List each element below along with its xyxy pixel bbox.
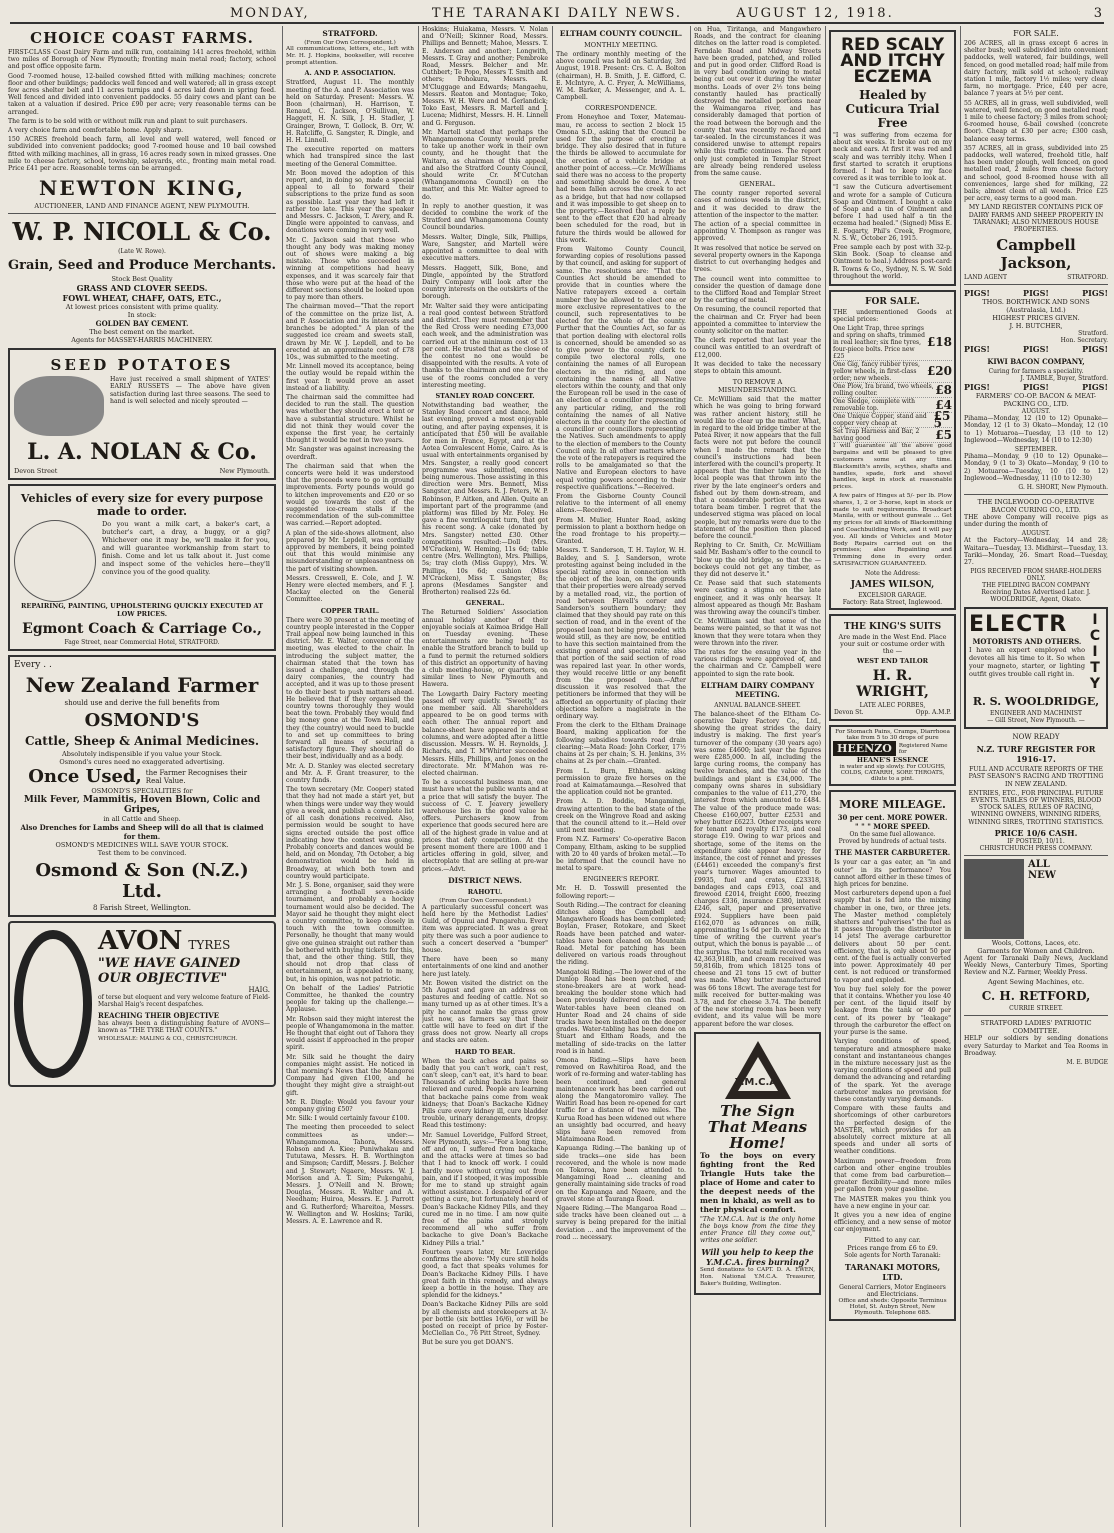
kings-name: H. R. WRIGHT, [856,668,929,701]
paragraph: It was decided to take the necessary steps to obtain this amount. [694,360,821,375]
turf-post: IF POSTED, 10/11. [1007,837,1065,845]
nicoll-line: In stock: [127,311,157,320]
mileage-title: MORE MILEAGE. [839,798,946,812]
borthwick-1: THOS. BORTHWICK AND SONS (Australasia, Ltd.) [982,298,1090,315]
masthead-page: 3 [1093,5,1104,21]
paragraph: From N.Z. Farmers' Co-operative Bacon Company, Eltham, asking to be supplied with 20 to 40 yards of broken metal.—To be informed that the council have no metal to spare. [556,836,686,873]
avon-reach: REACHING THEIR OBJECTIVE [98,1010,220,1020]
all-new-1: ALL [1028,858,1050,870]
ingle-note: PIGS RECEIVED FROM SHARE-HOLDERS ONLY. [970,568,1102,583]
electricity-ad [964,607,1108,729]
hard-head: HARD TO BEAR. [454,1047,516,1056]
heenzo-ess: HEANE'S ESSENCE [856,756,929,765]
campbell-sub: LAND AGENT [964,274,1008,282]
masthead-title: THE TARANAKI DAILY NEWS. [431,5,683,21]
divider [8,213,276,214]
paragraph: From Waitomo County Council, forwarding copies of resolutions passed by that council, and asking for support of same. The resolutions are: "That the Counties Act should be amended to provide that in counties where the Native ratepayers exceed a certain number they be allowed to elect one or more exclusive representatives to the council, such representatives to be elected for the whole of the county. Further that the Counties Act, so far as that portion dealing with electoral rolls is concerned, should be amended so as to give power to the county clerk to compile two electoral rolls, one containing the names of all European electors in the riding, and one containing the names of all Native electors within the county, and that only the European roll be used in the case of an election of a councillor representing any particular riding, and the roll containing the names of all Native electors in the county for the election of a councillor or councillors representing the Natives. Such amendments to apply to the election of members to the County Council only. In all other matters where the vote of the ratepayers is required the rolls to be amalgamated so that the Native and European electors to have equal voting powers according to their respective qualifications."—Received. [556,246,686,491]
paragraph: On resuming, the council reported that the chairman and Cr. Fryer had been appointed a committee to interview the county solicitor on the matter. [694,306,821,335]
column-1 [8,26,276,1527]
rahotu-head: RAHOTU. [467,887,503,896]
newton-king-sub: AUCTIONEER, LAND AND FINANCE AGENT, NEW PLYMOUTH. [34,202,250,211]
avon-small2: has always been a distinguishing feature of AVONS—known as "THE TYRE THAT COUNTS." [98,1019,270,1034]
paragraph: Most carbureters depend upon a fuel supply that is fed into the mixing chamber in one, two, or three jets. The Master method completely shatters and "pulverises" the fuel as it passes through the distributor in 14 jets! The average carburettor delivers about 50 per cent. efficiency, that is, only about 50 per cent. of the fuel is actually converted into power. Approximately 40 per cent. is not reduced or transformed to vapor and exploded. [834,890,951,984]
paragraph: The action of a special committee in appointing V. Thompson as ranger was approved. [694,221,821,243]
master-carbureter-ad [829,790,956,1320]
avon-tyres-ad [8,921,276,1087]
paragraph: The MASTER makes you think you have a new engine in your car. [834,1195,951,1210]
paragraph: Doan's Backache Kidney Pills are sold by all chemists and storekeepers at 3/- per bottle (six bottles 16/6), or will be posted on receipt of price by Foster-McClellan Co., 76 Pitt Street, Sydney. [422,1301,548,1338]
column-rule [282,26,283,1527]
ingle-aug: AUGUST. [1021,530,1051,538]
retford-p1: Wools, Cottons, Laces, etc. [991,938,1081,947]
pigs-row: PIGS! PIGS! PIGS! [964,288,1108,299]
nicoll-line: At lowest prices consistent with prime quality. [65,303,219,312]
paragraph: Varying conditions of speed, temperature and atmosphere make constant and instantaneous changes in the mixture necessary just as the varying conditions of speed and pull demand the advancing and retarding of the spark. Yet the average carburetor makes no provision for these constantly varying demands. [834,1038,951,1103]
kings-street: Devon St. [834,709,864,717]
paragraph: Cr. Pease said that such statements were casting a stigma on the late engineer, and it was only hearsay. It almost appeared as though Mr. Basham was throwing away the council's timber. [694,580,821,617]
corr-head: CORRESPONDENCE. [584,104,658,113]
paragraph: Messrs. T. Sanderson, T. H. Taylor, W. H. Baldey, and S. J. Sanderson, wrote protesting against being included in the special rating area in connection with the object of the loan, on the grounds that their properties were already served by a metalled road, viz., the portion of road between Flavell's corner and Sanderson's southern boundary; they claimed that they should pay rate on this section of road, and in the event of the proposed loan not being proceeded with would still, as they are now, be entitled to have this section maintained from the existing general and special rate; also that portion of the said section of road was repaired last year. In other words, they would receive little or any benefit from the proposed loan.—After discussion it was resolved that the petitioners be informed that they will be afforded an opportunity of placing their objections before a magistrate in the ordinary way. [556,547,686,721]
paragraph: The meeting then proceeded to select committees as under:—Whangamomona, Tahora, Messrs. Robson and A. Kiee; Puniwhakau and Tututawa, Messrs. H. B. Worthington and Simpson; Cardiff, Messrs. J. Belcher and J. Stewart; Ngaere, Messrs. W. J. Morison and A. T. Sim; Pukengahu, Messrs. J. O'Neill and N. Brown; Douglas, Messrs. R. Walter and A. Needham; Huiroa, Messrs. E. J. Parrott and G. Rutherford; Whareitoa, Messrs. W. Wellington and W. Hoskins; Tariki, Messrs. A. E. Lawrence and R. [286,1124,414,1226]
nicoll-name: W. P. NICOLL & Co. [12,217,272,247]
paragraph: From the clerk to the Eltham Drainage Board, making application for the following subsidies towards road drain clearing:—Mata Road: John Corker, 17½ chains at 2s per chain; S. H. Jenkins, 3½ chains at 2s per chain.—Granted. [556,722,686,766]
paragraph: Messrs. Walter, Dingle, Silk, Phillips, Ware, Sangster, and Martell were appointed a committee to deal with executive matters. [422,233,548,263]
potato-image [14,376,104,436]
balance-sheet-head: ANNUAL BALANCE-SHEET. [714,701,801,709]
column-rule [825,26,826,1527]
carb-agents: Sole agents for North Taranaki: [844,1251,941,1259]
kings-suits-ad [829,614,956,722]
paragraph: Messrs. Cresswell, E. Cole, and J. W. Henry were elected members, and F. J. Mackay elected on the General Committee. [286,574,414,604]
nolan-name: L. A. NOLAN & Co. [27,439,257,466]
paragraph: Mr. Robson said they might interest the people of Whangamomona in the matter. He thought that eight out of Tahora they would assist if approached in the proper spirit. [286,1015,414,1052]
paragraph: There have been so many entertainments of one kind and another here just lately. [422,956,548,978]
eng-head: ENGINEER'S REPORT. [582,875,660,884]
ymca-help: Will you help to keep the Y.M.C.A. fires burning? [701,1246,814,1267]
heenzo-p: in water and sip slowly. For COUGHS, COLDS, CATARRH, SORE THROATS, dilute to a pint. [839,764,946,783]
ladies-sig: M. E. BUDGE [1066,1058,1108,1066]
ladies-title: STRATFORD LADIES' PATRIOTIC COMMITTEE. [980,1019,1092,1036]
ymca-p1: To the boys on every fighting front the Red Triangle Huts take the place of Home and cater to the deepest needs of the men in khaki, as well as to their physical comfort. [700,1150,815,1214]
paragraph: Mr. Silk: I would certainly favour £100. [286,1115,410,1123]
misunderstanding-head: TO REMOVE A MISUNDERSTANDING. [718,378,797,395]
paragraph: Stratford, August 11. The monthly meeting of the A. and P. Association was held on Saturday. Present: Messrs. W. Boon (chairman), H. Harrison, T. Renaud, C. Jackson, O'Sullivan, W. Haggett, H. N. Silk, J. H. Stadler, J. Grainger, Brown, T. Gollock, B. Orr, W. H. Ratcliffe, G. Sangster, R. Dingle, and H. H. Linnell. [286,79,414,145]
paragraph: Mr. Boon moved the adoption of this report, and, in doing so, made a special appeal to all to forward their subscriptions to the prize fund as soon as possible. Last year they had left it rather too late. This year the speaker and Messrs. C. Jackson, T. Avery, and R. Dingle were appointed to canvass, and donations were coming in very well. [286,169,414,235]
forsale-item: One Unique Copper, stand and copper very cheap at £5 5 [833,409,951,431]
farmers-aug-list: Pihama—Monday, 12 (10 to 12) Opunake—Monday, 12 (1 to 3) Okato—Monday, 12 (10 to 1) Motuaroa—Tuesday, 13 (10 to 12) Inglewood—Wednesday, 14 (10 to 12:30) [964,415,1108,444]
now-ready: NOW READY [1012,733,1060,742]
column-2 [286,26,414,1527]
retford-name: C. H. RETFORD, [981,989,1091,1004]
paragraph: "I saw the Cuticura advertisement and wrote for a sample of Cuticura Soap and Ointment. I bought a cake of Soap and a tin of Ointment and before I had used half a tin the eczema had healed." (Signed) Miss E. E. Fogarty, Phil's Creek, Frogmore, N. S. W., October 26, 1915. [833,184,952,242]
masthead [10,4,1104,24]
paragraph: From M. Mulier, Hunter Road, asking permission to plant a boxthorn hedge on the road frontage to his property.—Granted. [556,516,686,546]
carb-gen: General Carriers, Motor Engineers and Electricians. [839,1283,946,1298]
fielding-p: Receiving Dates Advertised Later. J. WOOLDRIDGE, Agent, Okato. [981,589,1091,604]
paragraph: Mr. Walter said they were anticipating a real good contest between Stratford and district. They must remember that the Red Cross were needing £73,000 each week, and the administration was carried out at the minimum cost of 13 per cent. He trusted that as the close of the contest no one would be disappointed with the results. A vote of thanks to the chairman and one for the use of the rooms concluded a very interesting meeting. [422,302,548,389]
kings-title: THE KING'S SUITS [843,621,942,632]
nicoll-line: Agents for MASSEY-HARRIS MACHINERY. [71,336,213,345]
paragraph: The town secretary (Mr. Cooper) stated that they had not made a start yet, but when things were under way they would give a week, and publish a complete list of all cash donations received. Also, permission would be sought to have signs erected outside the post office indicating how the contest was going. Probably concerts and dances would be held, and on Monday, 7th October, a big demonstration would be held in Broadway, at which both town and country would participate. [286,786,414,880]
paragraph: Mr. A. D. Stanley was elected secretary and Mr. A. F. Grant treasurer, to the country funds. [286,762,414,785]
stratford-from: (From Our Own Correspondent.) [304,40,396,46]
paragraph: Omona Riding.—Slips have been removed on Rawhitiroa Road, and the work of re-forming and water-tabling has been continued, and general maintenance work has been carried out along the Mangatoromiro valley. The Waitiri Road has been re-opened for cart traffic for a distance of two miles. The Kurua Road has been widened out where an unsightly bad occurred, and heavy slips have been removed from Mataimoana Road. [556,1057,686,1144]
monthly-head: MONTHLY MEETING. [584,41,658,49]
cuticura-ad [829,30,956,286]
paragraph: The clerk reported that last year the council was entitled to an overdraft of £12,000. [694,337,821,359]
paragraph: Notwithstanding bad weather, the Stanley Road concert and dance, held last evening, proved a most enjoyable outing, and after paying expenses, it is anticipated that £50 will be available for men in France, Egypt, and at the Aotea Convalescent Home, Cairo. As is usual with entertainments organised by Mrs. Sangster, a really good concert programme was submitted, encores being numerous. Those assisting in this direction were Mrs. Bennett, Miss Sangster, and Messrs. R. J. Peters, W. P. Robinson, P. Aitken, and Allen. Quite an important part of the programme (and platform) was filled by Mr. Foley. He gave a fine ventriloquist turn, that got his recent song. A cake (donated by Mrs. Sangster) netted £30. Other competitions resulted:—Doll (Mrs. M'Cracken), W. Heming, 11s 6d; table centre (Mrs. Wellington), Mrs. Phillips, 5s; tray cloth (Miss Guppy), Mrs. W. Phillips, 10s 6d; cushion (Miss M'Cracken), Miss T. Sangster, 8s; aprons (Mesdames Sangster and Brotherton) realised 22s 6d. [422,401,548,597]
tyre-illustration [14,930,92,1078]
nzf-sub: should use and derive the full benefits from [64,699,220,708]
paragraph: Cr. McWilliam said that some of the beams were painted, so that it was not known that they were totara when they were thrown into the river. [694,618,821,647]
paragraph: From L. Burn, Ethham, asking permission to graze five horses on the road at Kaimatamaunga.—Resolved that the application could not be granted. [556,767,686,797]
column-rule [552,26,553,1527]
osmond-once: Once Used, [28,766,142,788]
avon-foot: WHOLESALE: MALING & CO., CHRISTCHURCH. [98,1036,238,1043]
borthwick-4: Stratford. [1078,330,1108,338]
nicoll-line: The best cement on the market. [89,328,195,337]
nicoll-line: Stock Best Quality [111,275,173,284]
eczema-title: RED SCALY AND ITCHY ECZEMA [840,35,945,87]
paragraph: Mr. J. S. Bone, organiser, said they were arranging a football seven-a-side tournament, and probably a hockey tournament would also be decided. The Mayor said he thought they might elect a country committee, to keep closely in touch with the town committee. Personally, he thought that many would give one guinea straight out rather than be bothered with buying tickets for this, that, and the other thing. Still, they should not drop that class of entertainment, as it appealed to many, but, in his opinion, was not patriotic. [286,881,414,983]
masthead-day: MONDAY, [230,5,310,21]
paragraph: The executive reported on matters which had transpired since the last meeting of the General Committee. [286,146,414,168]
mileage-30: 30 per cent. MORE POWER. [837,813,948,823]
egmont-name: Egmont Coach & Carriage Co., [22,621,262,638]
turf-p2: ENTRIES, ETC., FOR PRINCIPAL FUTURE EVENTS. TABLES OF WINNERS, BLOOD STOCK SALES, RULES OF RACING, WINNING OWNERS, WINNING RIDERS, WINNING SIRES, TROTTING STATISTICS. [968,789,1104,826]
nicoll-line: FOWL WHEAT, CHAFF, OATS, ETC., [62,293,222,304]
paragraph: The council went into committee to consider the question of damage done to the Clifford Road and Templar Street by the carting of metal. [694,275,821,305]
paragraph: From A. D. Boddie, Mangamingi, drawing attention to the bad state of the creek on the Wingrove Road and asking that the council attend to it.—Held over until next meeting. [556,798,686,835]
kings-p1: Are made in the West End. Place your suit or costume order with the — [838,632,947,656]
paragraph: A particularly successful concert was held here by the Methodist Ladies' Guild, of Opunui and Pungarehu. Every item was appreciated. It was a great pity there was such a poor audience to such a concert deserved a "bumper" house. [422,903,548,954]
column-7 [964,26,1108,1527]
paragraph: Mr. R. Dingle: Would you favour your company giving £50? [286,1098,414,1114]
vehicles-body: Do you want a milk cart, a baker's cart, a butcher's cart, a dray, a buggy, or a gig? Whichever one it may be, we'll make it for you, and will guarantee workmanship from start to finish. Come and let us talk about it. Just come and inspect some of the vehicles here—they'll convince you of the good quality. [102,520,270,577]
rahotu-from: (From Our Own Correspondent.) [439,897,531,904]
borthwick-3: J. H. BUTCHER, [1009,322,1063,331]
kings-west: WEST END TAILOR [856,657,929,666]
paragraph: On behalf of the Ladies' Patriotic Committee, he thanked the country people for taking up the challenge.—Applause. [286,984,414,1014]
ap-head: A. AND P. ASSOCIATION. [304,69,396,78]
paragraph: From Honeyhoe and Toxer, Matemau-mau, re access to section 2 block 15 Omona S.D., asking that the Council be used for the purpose of erecting a bridge. They also desired that in future the thirds be allowed to accumulate for the erection of a vehicle bridge at another point of access.—Cr. McWilliams said there was no access to the property and something should be done. A tree had been fallen across the creek to act as a bridge, but that had now collapsed and it was impossible to get sheep on to the property.—Resolved that a reply be sent to the effect that £20 had already been scheduled for the road, but in future the thirds would be allowed for this work. [556,114,686,244]
osmond-drench: Also Drenches for Lambs and Sheep will do all that is claimed for them. [20,823,264,842]
electric-motor: MOTORISTS AND OTHERS. [972,637,1082,647]
paragraph: Mr. Silk said he thought the dairy companies might assist. He noticed in that morning's News that the Mangorei Company had given £100, and he thought they might give a straight-out gift. [286,1053,414,1097]
paragraph: But be sure you get DOAN'S. [422,1339,514,1347]
heenzo-head: For Stomach Pains, Cramps, Diarrhoea take from 5 to 30 drops of pure [835,729,950,742]
stanley-head: STANLEY ROAD CONCERT. [435,391,535,400]
forsale-list [833,325,952,443]
paragraph: Kapuanga Riding.—The banking up of side tracks—one side has been recovered, and the whole is now made on Tokoroa, have been attended to. Mangamingi Road ... cleaning and generally maintaining side tracks of road on the Kapuanga and Ngaere, and the gravel stone at Tauranga Road. [556,1145,686,1203]
carb-price: Prices range from £6 to £9. [847,1243,938,1252]
wilson-addr: Factory: Rata Street, Inglewood. [842,598,943,606]
retford-ad [964,859,1108,939]
borthwick-2: HIGHEST PRICES GIVEN. [992,314,1080,323]
ingle-list: At the Factory—Wednesday, 14 and 28; Waitara—Tuesday, 13. Midhirst—Tuesday, 13. Tariki—Monday, 26. Smart Road—Tuesday, 27. [964,537,1108,566]
all-new-2: NEW [1028,869,1056,881]
cart-illustration [14,520,96,602]
red-triangle-icon [723,1039,793,1101]
paragraph: The balance-sheet of the Eltham Co-operative Dairy Factory Co., Ltd., showing the great strides the dairy industry is making. The first year's turnover of the company (30 years ago) was some £4600; last year the figures were £285,000. In all, including the large curing rooms, the company has twelve branches, and the value of the buildings and plant is £34,000. The company owns shares in subsidiary companies to the value of £11,270, the interest from which amounted to £484. The value of the produce made was: Cheese £160,007, butter £2531 and whey butter £6223. Other receipts were for tenant and royalty £173, and coal storage £19. Owing to war prices and shortage, some of the items on the expenditure side appear heavy; for instance, the cost of rennet and presses (£4461) exceeded the company's first year's turnover. Wages amounted to £9935, fuel and crates, £23318, bandages and caps £913, coal and firewood £2014, freight £600, freezing charges £336, insurance £380, interest £246, salt, paper and preservative £924. Suppliers have been paid £162,070 as advances on milk, approximating 1s 6d per lb. while at the time of writing the current year's output, which the bonus is payable ... of the surplus. The total milk received was 42,363,918lb, and cream received was 59,816lb, from which 18125 tons of cheese and 21 tons 15 cwt of butter was made. Whey butter manufactured was 66 tons 18cwt. The average test for milk received for butter-making was 3.78, and for cheese 3.74. The benefit of the new storing room has been very evident, and its value will be more apparent before the war closes. [694,710,821,1028]
general-head: GENERAL. [739,180,776,189]
paragraph: Mr. Bowen visited the district on the 5th August and gave an address on pastures and feeding of cattle. Not so many turned up as at other times. It's a pity he cannot make the grass grow just now, as farmers say that their cattle will have to feed on dirt if the grass does not grow. Nearly all crops and stacks are eaten. [422,979,548,1045]
osmond-p2: Osmond's cures need no exaggerated advertising. [59,758,225,767]
nolan-street: Devon Street [14,467,58,476]
forsale-item: One Light Trap, three springs and spring on shafts, trimmed in real leather; six fine tyres, four-piece bolts. Price new £25 £18 [833,325,952,361]
ymca-small: Send donations to CAPT. D. A. EWEN, Hon. National Y.M.C.A. Treasurer, Baker's Building, Wellington. [700,1266,815,1288]
paragraph: Mr. Sangster was against increasing the overdraft. [286,446,414,461]
wilson-name: JAMES WILSON, [850,579,935,590]
osmond-test: Test them to be convinced. [97,849,187,858]
kings-opp: Opp. A.M.P. [915,709,951,717]
column-rule [418,26,419,1527]
stratford-notice: All communications, letters, etc., left with Mr. H. J. Hopkins, bookseller, will receive prompt attention. [286,46,414,66]
paragraph: To be a successful business man, one must have what the public wants and at a price that will satisfy the buyer. The success of C. T. Jeavery jewellery warehouse lies in the good value he offers. Purchasers know from experience that goods secured here are all of the highest grade in value and at prices that defy competition. At the present moment there are 1000 and 1 articles offering in gold, silver, and electroplate that are selling at pre-war prices.—Advt. [422,779,548,873]
kiwi-p: Curing for farmers a speciality. [988,368,1084,376]
forsale-head: FOR SALE. [865,297,920,308]
turf-press: CHRISTCHURCH PRESS COMPANY. [979,844,1093,852]
paragraph: In reply to another question, it was decided to combine the work of the Stratford and Whangamomona County Council boundaries. [422,202,548,232]
paragraph: Mr. C. Jackson said that those who thought any body was making money out of shows were making a big mistake. Those who succeeded in winning at competitions had heavy expenses, and it was scarcely fair that those who were put at the head of the different sections should be looked upon to pay more than others. [286,236,414,302]
paragraph: South Riding.—The contract for cleaning ditches along the Campbell and Mangawhero Roads has been completed; Boylan, Fraser, Rotokare, and Skeet Roads have been patched and water-tables have been cleaned on Mountain Road. Metal for patching has been delivered on various roads throughout the riding. [556,901,686,967]
wilson-sub: EXCELSIOR GARAGE. [858,591,927,599]
choice-p2: Good 7-roomed house, 12-bailed cowshed fitted with milking machines; concrete floor and other buildings; paddocks well fenced and well watered; all in grass except few acres shelter belt and 11 acres turnips and 4 acres laid down in spring feed. Well fenced and divided into convenient paddocks. 55 dairy cows and plant can be taken at a valuation if desired. Price £90 per acre; very reasonable terms can be arranged. [8,72,276,116]
avon-tyres: TYRES [188,938,231,953]
paragraph: The rates for the ensuing year in the various ridings were approved of, and the chairman and Cr. Campbell were appointed to sign the rate book. [694,649,821,678]
paragraph: From the Gisborne County Council relative to the interment of all enemy aliens.—Received. [556,492,686,515]
forsale-item: One Plow, Ira brand, two wheels, rolling coulter. £8 [833,382,952,398]
masthead-date: AUGUST 12, 1918. [736,5,894,21]
electric-e: ELECTR [969,612,1068,638]
nzf-title: New Zealand Farmer [25,673,259,698]
paragraph: Mangatoki Riding.—The lower end of the Dunlop Road has been patched, and stone-breakers are at work head-breaking the boulder stone which had been previously delivered on this road. Water-tables have been cleaned on Hunter Road and 24 chains of side tracks have been installed on the deeper grades. Water-tabling has been done on Stuart and Eltham Roads, and the metalling of side-tracks on the latter road is in hand. [556,968,686,1055]
osmond-spec: OSMOND'S SPECIALITIES for [91,787,193,796]
mileage-proved: Proved by hundreds of actual tests. [838,838,947,846]
vehicles-ad [8,484,276,651]
choice-p3: The farm is to be sold with or without milk run and plant to suit purchasers. [8,117,248,125]
osmond-addr: 8 Farish Street, Wellington. [93,904,191,913]
paragraph: It was resolved that notice be served on several property owners in the Kaponga district to cut overhanging hedges and trees. [694,244,821,274]
paragraph: 206 ACRES, all in grass except 6 acres in shelter bush; well subdivided into convenient paddocks, well watered, fair buildings, well fenced, on good metalled road; half mile from dairy factory, milk sold at school; railway station 1 mile, factory 1½ miles; very clean farm, no mortgage. Price, £40 per acre, balance 7 years at 5½ per cent. [964,40,1108,98]
paragraph: 55 ACRES, all in grass, well subdivided, well watered, well fenced, on good metalled road; 1 mile to cheese factory; 3 miles from school; 6-roomed house, 6-bail cowshed (concrete floor). Cheap at £30 per acre; £300 cash, balance easy terms. [964,99,1108,143]
column-5 [694,26,821,1527]
carb-fitted: Fitted to any car. [864,1235,921,1244]
kiwi-title: KIWI BACON COMPANY, [987,357,1085,367]
forsale-intro: THE undermentioned Goods at special prices: [833,309,952,324]
svg-text:Y.M.C.A.: Y.M.C.A. [734,1076,781,1088]
pigs-row: PIGS! PIGS! PIGS! [964,344,1108,355]
avon-haig: HAIG. [248,986,270,995]
paragraph: Messrs. Haggett, Silk, Bone, and Dingle, appointed by the Stratford Dairy Company will look after the country interests on the outskirts of the borough. [422,264,548,301]
electric-name: R. S. WOOLDRIDGE, [972,695,1100,709]
paragraph: Hoskins; Huiakama, Messrs. V. Nolan and O'Neill; Skinner Road, Messrs. Phillips and Bennett; Mahoe, Messrs. T. E. Anderson and another; Longwith, Messrs. T. Gray and another; Pembroke Road, Messrs. Belcher and Mr. Cuthbert; Te Popo, Messrs T. Smith and others; Pohokura, Messrs. R. M'Cluggage and Edwards; Mangaehu, Messrs. Reaton and Montague; Toko, Messrs. W. H. Were and M. Gerlandick; Toko East, Messrs. R. Martell and J. Lucena; Midhirst, Messrs. H. H. Linnell and G. Ferguson. [422,26,548,127]
choice-farms-title: CHOICE COAST FARMS. [30,29,254,47]
electric-sub: ENGINEER AND MACHINIST [990,710,1082,718]
retford-p3: Agent for Taranaki Daily News, Auckland Weekly News, Canterbury Times, Sporting Review and N.Z. Farmer, Weekly Press. [964,954,1108,977]
paragraph: Fourteen years later, Mr. Loveridge confirms the above: "My cure still holds good, a fact that speaks volumes for Doan's Backache Kidney Pills. I have great faith in this remedy, and always keep a bottle in the house. They are splendid for the kidneys." [422,1248,548,1300]
divider [964,1015,1108,1016]
divider [964,855,1108,856]
retford-p2: Garments for Women and Children. [977,946,1095,955]
paragraph: Ngaere Riding.—The Mangaroa Road ... side tracks have been cleaned out ... a survey is being prepared for the initial deviation ... and the improvement of the road ... necessary. [556,1205,686,1241]
kiwi-p2: J. TAMBLE, Buyer, Stratford. [1020,375,1108,383]
electric-addr: — Gill Street, New Plymouth. — [987,717,1085,725]
paragraph: The chairman said the committee had decided to run the stall. The question was whether they should erect a tent or have a substantial structure. Whilst he did not think they would cover the expense the first year, he certainly thought it would be met in two years. [286,393,414,445]
column-6 [829,26,956,1527]
forsale-more: I will guarantee all the above good bargains and will be pleased to give customers some at any time. Blacksmith's anvils, scythes, shafts and handles, spade, fork and shovel handles, kept in stock at reasonable prices. [833,443,952,491]
seed-title: SEED POTATOES [50,356,234,375]
paragraph: Replying to Cr. Smith, Cr. McWilliam said Mr. Basham's offer to the council to "blow up the old bridge, so that the — bockeys could not get any timber, as they did not deserve it." [694,542,821,579]
nzf-every: Every . . [14,660,52,671]
choice-p4: A very choice farm and comfortable home. Apply sharp. [8,127,184,135]
paragraph: The chairman said that when the concerts were held it was understood that the proceeds were to go in ground improvements. Forty pounds would go to kitchen improvements and £20 or so would go towards the cost of the suggested ice-cream stalls if the recommendation of the sub-committee was carried.—Report adopted. [286,462,414,528]
nolan-town: New Plymouth. [219,467,270,476]
column-rule [960,26,961,1527]
paragraph: "I was suffering from eczema for about six weeks. It broke out on my neck and ears. At first it was red and scaly and was terribly itchy. When I first started to scratch it eruptions formed. I had to keep my face covered as it was terrible to look at. [833,132,952,183]
nicoll-line: GRASS AND CLOVER SEEDS. [76,283,208,294]
paragraph: MY LAND REGISTER CONTAINS PICK OF DAIRY FARMS AND SHEEP PROPERTY IN TARANAKI; ALSO NUMEROUS HOUSE PROPERTIES. [968,204,1104,234]
stratford-title: STRATFORD. [322,29,378,38]
farmers-sig: G. H. SHORT, New Plymouth. [1018,483,1108,491]
mileage-speed: " " " MORE SPEED. [855,822,930,832]
divider [964,284,1108,285]
for-sale-goods-ad [829,290,956,610]
turf-p: FULL AND ACCURATE REPORTS OF THE PAST SEASON'S RACING AND TROTTING IN NEW ZEALAND. [968,766,1104,788]
column-rule [690,26,691,1527]
choice-150: 150 ACRES freehold beach farm, all level and well watered, well fenced or subdivided into convenient paddocks; good 7-roomed house and 10 bail cowshed fitted with milking machines, all in grass, 16 acres ready sown in mixed grasses. One mile to cheese factory, school, township, saleyards, etc., fronting main metal road. Price £41 per acre. Reasonable terms can be arranged. [8,136,276,173]
paragraph: The Returned Soldiers' Association annual holiday another of their enjoyable socials at Kaimoa Bridge Hall on Tuesday evening. These entertainments are being held to enable the Stratford branch to build up a fund to permit the returned soldiers of this district an opportunity of having a club meeting-house, or quarters, on similar lines to New Plymouth and Hawera. [422,609,548,689]
farmers-sep-list: Pihama—Monday, 9 (10 to 12) Opunake—Monday, 9 (1 to 3) Okato—Monday, 9 (10 to 2) Motuaroa—Tuesday, 10 (10 to 12) Inglewood—Wednesday, 11 (10 to 12:30) [964,453,1108,482]
general-head: GENERAL. [465,599,505,608]
farmers-sep: SEPTEMBER. [1014,446,1058,454]
heenzo-name: HEENZO [833,741,896,756]
copper-head: COPPER TRAIL. [320,606,380,615]
vehicles-repair: REPAIRING, PAINTING, UPHOLSTERING QUICKLY EXECUTED AT LOW PRICES. [20,602,264,619]
kings-late: LATE ALEC FORBES, [859,702,926,710]
eczema-sub: Healed by Cuticura Trial Free [845,88,940,130]
paragraph: A plan of the side-shows allotment, also prepared by Mr. Lepdell, was cordially approved by members, it being pointed out that this would minimise any misunderstanding or unpleasantness on the part of visiting showmen. [286,529,414,573]
forsale-item: One Sledge, complete with removable top. £4 [833,397,952,413]
avon-quote: "WE HAVE GAINED OUR OBJECTIVE" [98,956,241,987]
nicoll-late: (Late W. Rowe). [118,248,166,256]
osmond-ad [8,655,276,917]
paragraph: on Hua, Tiritanga, and Mangawhero Roads, and the contract for cleaning ditches on the latter road is completed. Ferndale Road and Midway Streets have been graded, patched, and rolled and put in good order. Clifford Road is in very bad condition owing to metal being cut out over it during the winter months. Loads of over 2½ tons being constantly hauled has practically destroyed the metalled portions near the Waimangaroa river, and has considerably damaged that portion of the road between the borough and the county that was recently re-faced and tar-sealed. In the circumstances it was considered unwise to attempt repairs while this traffic continues. The report only just completed in Templar Street are already being rendered useless from the same cause. [694,26,821,178]
ingle-title: THE INGLEWOOD CO-OPERATIVE BACON CURING CO., LTD. [977,497,1095,514]
vehicles-title: Vehicles of every size for every purpose made to order. [20,492,264,519]
carb-office: Office and sheds: Opposite Terminus Hotel, St. Aubyn Street, New Plymouth. Telephone 685. [838,1297,947,1316]
heenzo-reg: Registered Name for [898,742,948,755]
seed-body: Have just received a small shipment of YATES' EARLY RUSSETS — The above have given satisfaction during last three seasons. The seed to hand is well selected and nicely sprouted — [110,376,270,405]
paragraph: Mr. Linnell moved its acceptance, being the outlay would be repaid within the first year. It would prove an asset instead of a liability. [286,363,414,392]
avon-brand: AVON [98,926,183,957]
retford-p4: Agent Sewing Machines, etc. [987,978,1085,987]
osmond-firm: Osmond & Son (N.Z.) Ltd. [35,860,249,903]
turf-title: N.Z. TURF REGISTER FOR 1916-17. [976,744,1096,765]
eltham-dairy-head: ELTHAM DAIRY COMPANY MEETING. [700,680,815,699]
farmers-title: FARMERS' CO-OP. BACON & MEAT-PACKING CO., LTD. [975,392,1097,409]
osmond-list2: in all Cattle and Sheep. [103,815,181,824]
district-news-head: DISTRICT NEWS. [448,875,522,885]
osmond-cattle: Cattle, Sheep & Animal Medicines. [24,734,260,749]
paragraph: There were 30 present at the meeting of country people interested in the Copper Trail appeal now being launched in this district. Mr. E. Walter, convenor of the meeting, was elected to the chair. In introducing the subject matter, the chairman stated that the town has issued a challenge, and through the dairy companies, the country had accepted, and it was up to those present to do their best to push matters ahead. He believed that if they organised the country towns thoroughly they would beat the town. Probably they would find big money gone at the Town Hall, and they (the country) would need to buckle to and set up committees to bring forward all means of securing a satisfactory figure. They should all do their best, individually and as a body. [286,616,414,761]
nicoll-head: Grain, Seed and Produce Merchants. [8,258,276,274]
farmers-aug: AUGUST. [1021,408,1051,416]
osmond-name: OSMOND'S [84,710,200,732]
egmont-addr: Fage Street, near Commercial Hotel, STRATFORD. [64,639,220,647]
pigs-row: PIGS! PIGS! PIGS! [964,382,1108,393]
turf-price: PRICE 10/6 CASH. [994,827,1078,838]
paragraph: You buy fuel solely for the power that it contains. Whether you lose 40 per cent. of the liquid itself by leakage from the tank or 40 per cent. of its power by "leakage" through the carburetor the effect on your purse is the same. [834,985,951,1037]
carb-title: THE MASTER CARBURETER. [834,848,951,858]
column-4 [556,26,686,1527]
paragraph: Compare with these faults and shortcomings of other carburetors the perfected design of the MASTER, which provides for an absolutely correct mixture at all speeds and under all sorts of weather conditions. [834,1105,951,1156]
nicoll-line: GOLDEN BAY CEMENT. [95,319,189,329]
paragraph: The county ranger reported several cases of noxious weeds in the district, and it was decided to draw the attention of the inspector to the matter. [694,190,821,219]
electric-icity: ICITY [1087,612,1103,693]
paragraph: Mr. H. D. Tosswill presented the following report:— [556,885,686,900]
paragraph: Mr. Martell stated that perhaps the Whangamomona County would prefer to take up another work in their own county, and he thought that the Waitara, as chairman of this appeal, and also the Stratford County Council, should write Cr. M'Cutchan (Whangamomona Council) on the matter, and this Mr. Walter agreed to do. [422,128,548,201]
ladies-p: HELP our soldiers by sending donations every Saturday to Market and Tea Rooms in Broadway. [964,1035,1108,1057]
carb-firm: TARANAKI MOTORS, LTD. [844,1261,941,1282]
osmond-once2: the Farmer Recognises their Real Value. [145,768,248,785]
woman-illustration [964,859,1024,939]
paragraph: Maximum power—freedom from carbon and other engine troubles that come from bad carburetion—greater flexibility—and more miles per gallon from your gasoline. [834,1157,951,1194]
paragraph: The chairman moved—"That the report of the committee on the prize list, A. and P. Association and its interests and branches be adopted." A plan of the suggested ice cream and sweets stall, drawn by Mr. W. J. Lepdell, and to be erected at an approximate cost of £78 10s., was submitted to the meeting. [286,303,414,361]
ingle-p: THE above Company will receive pigs as under during the month of [964,513,1108,529]
paragraph: 357 ACRES, all in grass, subdivided into 25 paddocks, well watered, freehold title, half has been under plough, well fenced, on good metalled road, 2 miles from cheese factory and school, good 8-roomed house with all conveniences, large shed for milking, 22 bails; almost clean of all weeds. Price £25 per acre, easy terms to a good man. [964,144,1108,203]
paragraph: Mr. Samuel Loveridge, Fulford Street, New Plymouth, says:—"For a long time, off and on, I suffered from backache and the attacks were at times so bad that I had to knock off work. I could hardly move without crying out from pain, and if I stooped, it was impossible for me to stand up straight again without assistance. I despaired of ever getting a cure, but fortunately heard of Doan's Backache Kidney Pills, and they cured me in no time. I am now quite free of the pains and strongly recommend all who suffer from backache to give Doan's Backache Kidney Pills a trial." [422,1131,548,1247]
eltham-title: ELTHAM COUNTY COUNCIL. [559,29,683,38]
osmond-save: OSMOND'S MEDICINES WILL SAVE YOUR STOCK. [55,841,229,850]
ymca-sign: The Sign That Means Home! [707,1101,808,1152]
divider [964,494,1108,495]
fielding: THE FIELDING BACON COMPANY [982,582,1090,590]
forsale-item: One Gig, fancy rubber tyres, yellow wheels, in first-class order; new wheels. £20 [833,361,952,383]
paragraph: It gives you a new idea of engine efficiency, and a new sense of motor car enjoyment. [834,1211,951,1234]
paragraph: The Lowgarth Dairy Factory meeting passed off very quietly. "Sweetly," as one member said. All shareholders appeared to be on good terms with each other. The annual report and balance-sheet have appeared in these columns, and were adopted after a little discussion. Messrs. W. H. Reynolds, J. Richards, and T. M'Whirter succeeded Messrs. Hills, Phillips, and Jones on the directorate. Mr. M'Mahon was re-elected chairman. [422,690,548,777]
avon-small: of terse but eloquent and very welcome feature of Field-Marshal Haig's recent despatches. [98,994,270,1009]
mileage-fuel: On the same fuel allowance. [849,831,936,839]
paragraph: Free sample each by post with 32-p. Skin Book. (Soap to cleanse and Ointment to heal.) Address post-card: R. Towns & Co., Sydney, N. S. W. Sold throughout the world. [833,244,952,280]
choice-p1: FIRST-CLASS Coast Dairy Farm and milk run, containing 141 acres freehold, within two miles of Borough of New Plymouth; fronting main metal road; factory, school and post office opposite farm. [8,49,276,71]
paragraph: The ordinary monthly meeting of the above council was held on Saturday, 3rd August, 1918. Present: Crs. C. A. Bolton (chairman), H. B. Smith, J. E. Gifford, C. E. McIntyre, A. C. Fryer, A. McWilliams, W. M. Barker, A. Messenger, and A. L. Campbell. [556,51,686,102]
campbell-town: STRATFORD. [1067,274,1108,282]
osmond-p1: Absolutely indispensible if you value your Stock. [62,750,222,759]
forsale-more2: A few pairs of Hinges at 5/- per lb. Plow shares, 1, 2 or 3-horse, kept in stock or made to suit requirements. Broadcart Manila, with or without gunwale ... Get my prices for all kinds of Blacksmithing and Coachbuilding Work, and it will pay you. All kinds of Vehicles and Motor Body Repairs carried out on the premises; also Repainting and Trimming done in every order. SATISFACTION GUARANTEED. [833,493,952,568]
column-3 [422,26,548,1527]
ymca-quote: "The Y.M.C.A. hut is the only home the boys know from the time they enter France till they come out," writes one soldier. [700,1215,815,1245]
heenzo-ad [829,725,956,786]
ymca-ad [694,1032,821,1295]
paragraph: Cr. McWilliam said that the matter which he was going to bring forward was rather ancient history, still he would like to clear up the matter. What, in regard to the old bridge timber at the Patea River, it now appears that the full facts were not put before the council when I made the remark that the council's instructions had been interfered with the council's property. It appears that the timber taken by the local people was that thrown into the river by the late engineer's orders and fished out by them down-stream, and that a considerable portion of it was totara beam timber. I regret that the undeserved stigma was placed on local people, but my remarks were due to the statement of the position then placed before the council." [694,396,821,540]
electric-p: I have an expert employed who devotes all his time to it. So when your magneto, starter, or lighting outfit gives trouble call right in. [969,646,1085,679]
retford-st: CURRIE STREET. [1009,1005,1063,1013]
campbell-name: Campbell Jackson, [996,236,1076,273]
borthwick-5: Hon. Secretary. [1060,337,1108,345]
osmond-list: Milk Fever, Mammitis, Hoven Blown, Colic and Gripes, [23,795,261,816]
paragraph: Is your car a gas eater, an "in and outer" in its performance? You cannot afford either in these times of high prices for benzine. [834,859,951,889]
newton-king-name: NEWTON KING, [39,176,245,201]
forsale-title: FOR SALE. [1013,29,1059,38]
forsale-item: Set Trap Harness and Bar, 2 having good £5 [833,427,952,443]
forsale-note: Note the Address: [864,569,921,577]
seed-potatoes-ad [8,348,276,480]
paragraph: When the back aches and pains so badly that you can't work, can't rest, can't sleep, can't eat, it's hard to bear. Thousands of aching backs have been relieved and cured. People are learning that backache pains come from weak kidneys; that Doan's Backache Kidney Pills cure every kidney ill, cure bladder trouble, urinary derangements, dropsy. Read this testimony: [422,1057,548,1130]
